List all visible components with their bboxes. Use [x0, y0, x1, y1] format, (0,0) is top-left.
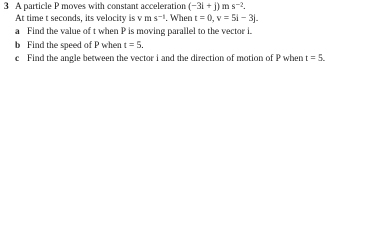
stem-text-2: At time t seconds, its velocity is v m s⁻¹. When t = 0, v = 5i − 3j.	[15, 13, 259, 24]
question-3	[4, 2, 374, 66]
question-stem-line-1	[4, 2, 374, 14]
part-c-text: Find the angle between the vector i and the direction of motion of P when t = 5.	[27, 54, 326, 64]
stem-text-1: A particle P moves with constant acceleration (−3i + j) m s⁻².	[15, 2, 246, 12]
part-a	[4, 27, 374, 39]
part-b-text: Find the speed of P when t = 5.	[27, 40, 144, 51]
part-c	[4, 54, 374, 66]
question-number: 3	[4, 2, 9, 12]
part-c-letter: c	[15, 54, 20, 64]
part-a-text: Find the value of t when P is moving parallel to the vector i.	[27, 27, 253, 37]
part-b	[4, 41, 374, 53]
part-a-letter: a	[15, 27, 20, 37]
question-stem-line-2	[4, 14, 374, 26]
part-b-letter: b	[15, 40, 21, 51]
